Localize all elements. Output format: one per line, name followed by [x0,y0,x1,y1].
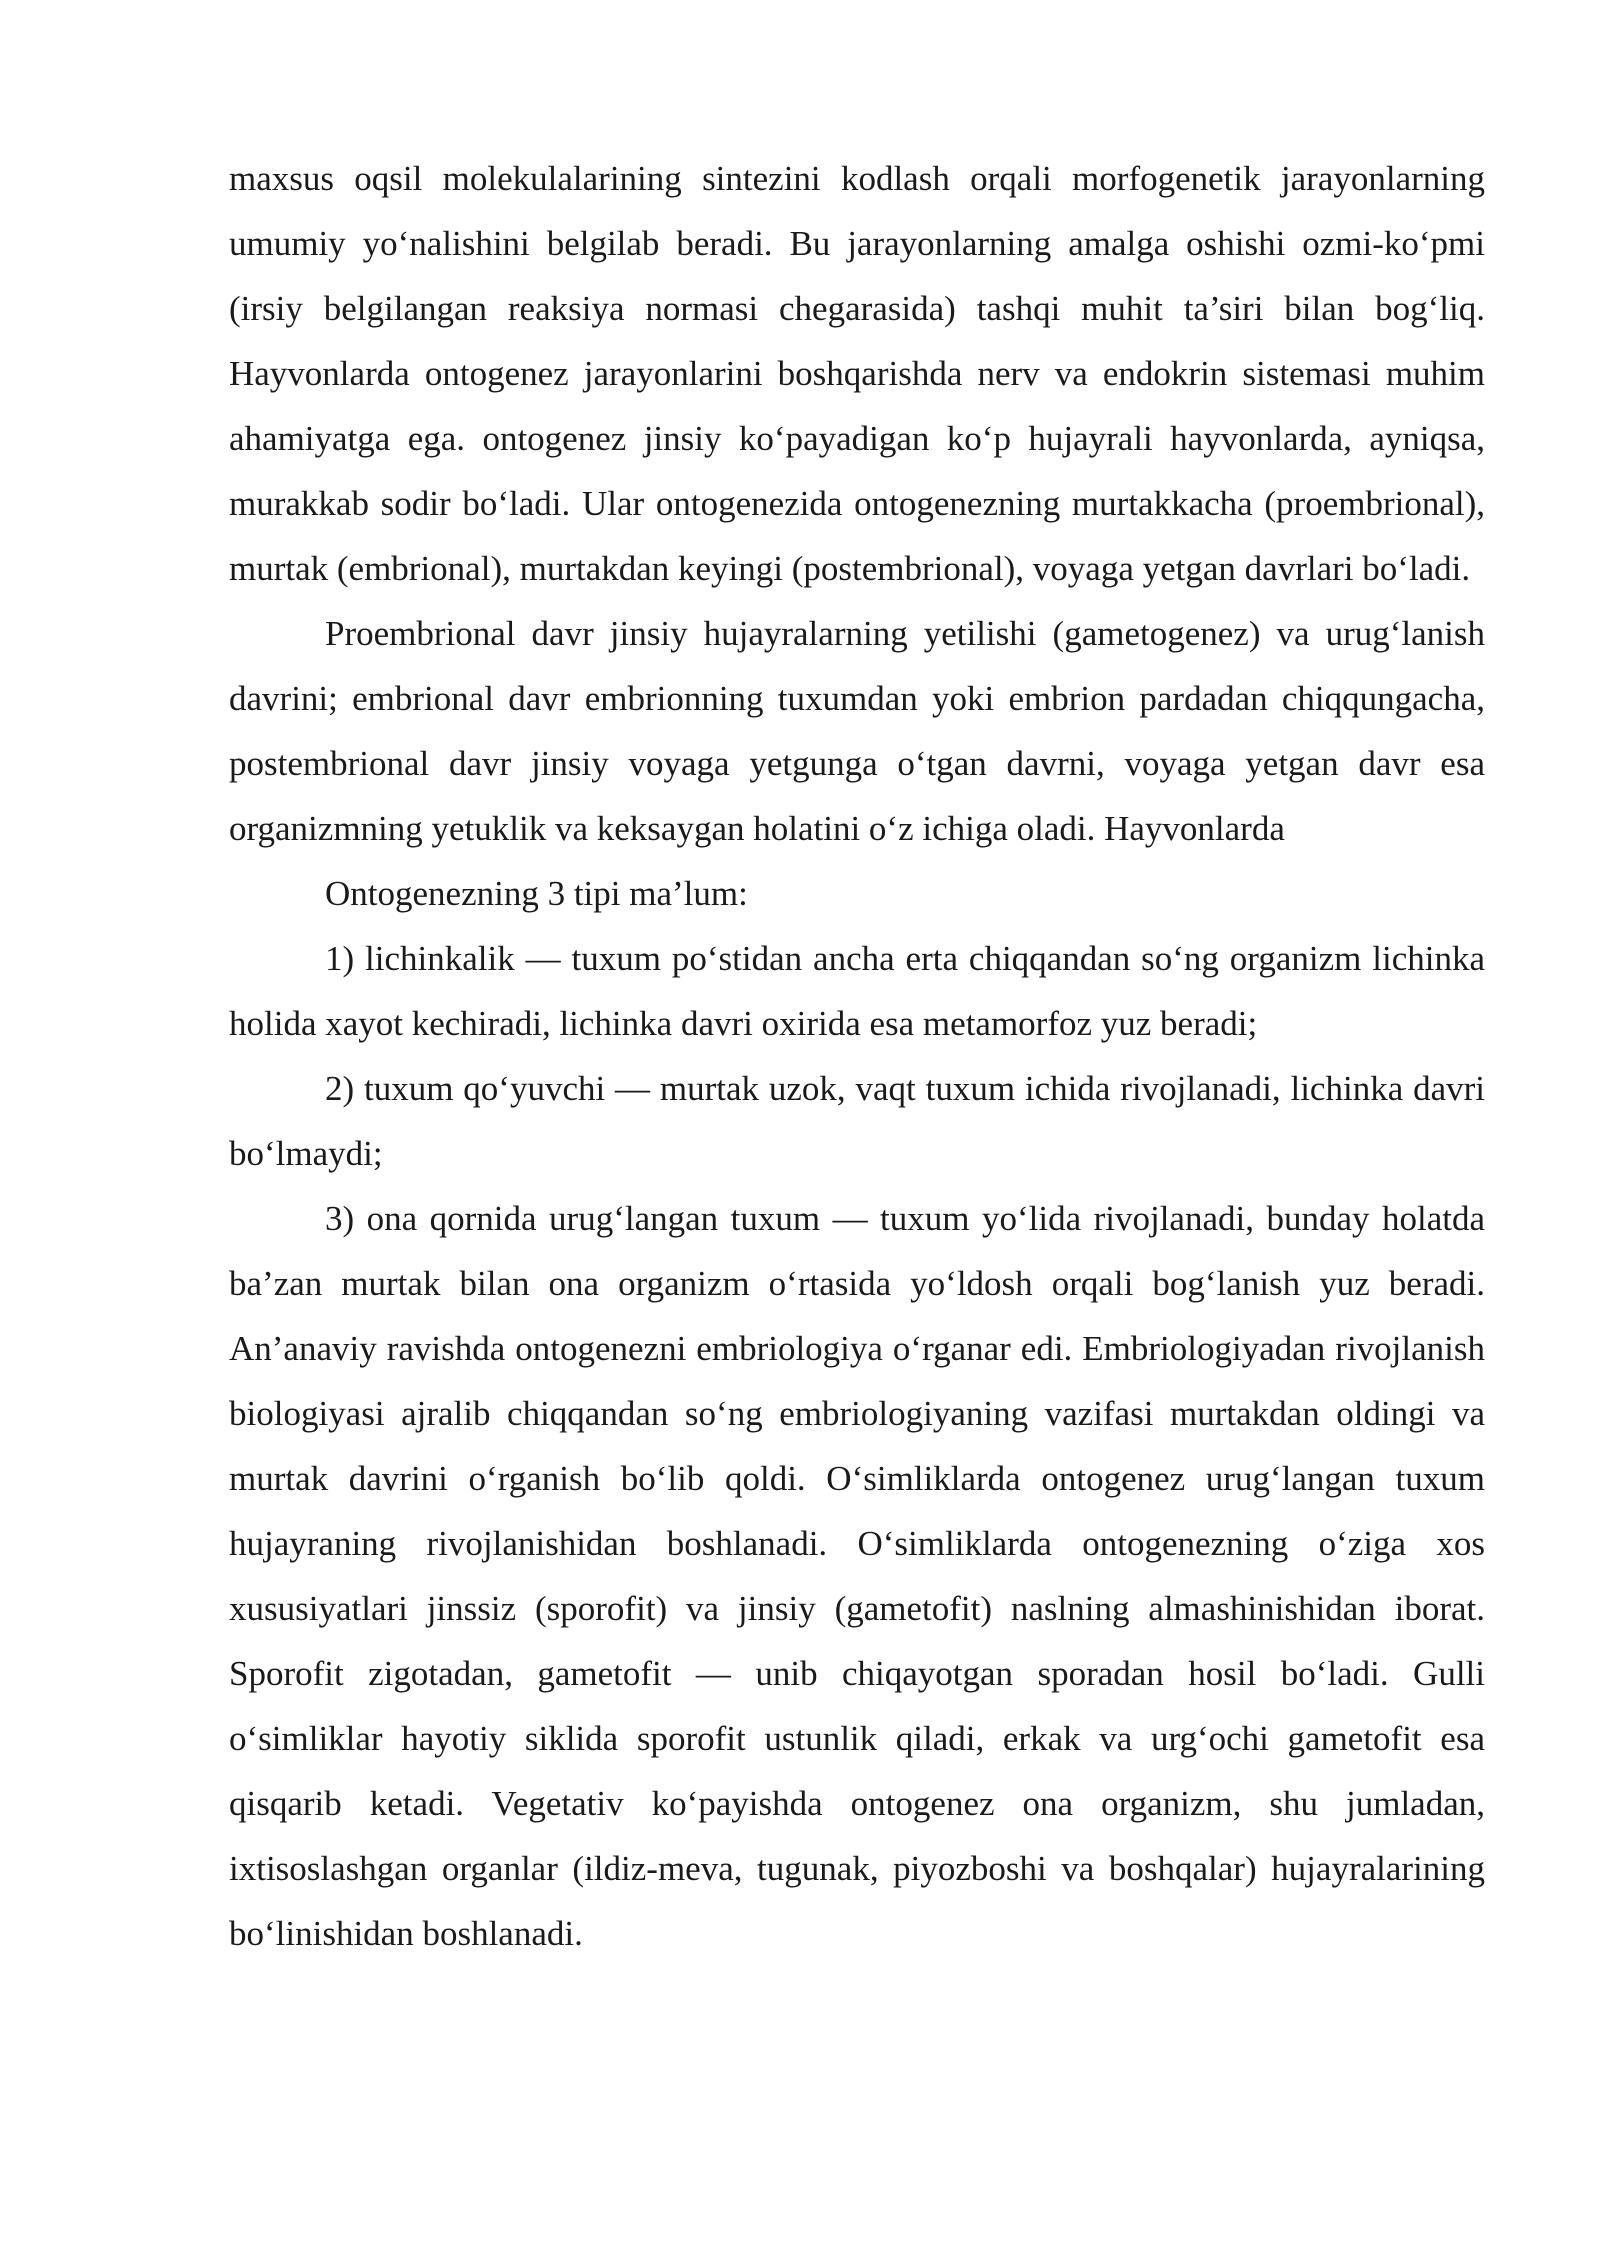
paragraph-intro: maxsus oqsil molekulalarining sintezini kodlash orqali morfogenetik jarayonlarning umumiy yo‘nalishini belgilab beradi. Bu jarayonlarning amalga oshishi ozmi-ko‘pmi (irsiy belgilangan reaksiya normasi chegarasida) tashqi muhit ta’siri bilan bog‘liq. Hayvonlarda ontogenez jarayonlarini boshqarishda nerv va endokrin sistemasi muhim ahamiyatga ega. ontogenez jinsiy ko‘payadigan ko‘p hujayrali hayvonlarda, ayniqsa, murakkab sodir bo‘ladi. Ular ontogenezida ontogenezning murtakkacha (proembrional), murtak (embrional), murtakdan keyingi (postembrional), voyaga yetgan davrlari bo‘ladi. [229,159,1485,588]
paragraph-periods: Proembrional davr jinsiy hujayralarning yetilishi (gametogenez) va urug‘lanish davrini; embrional davr embrionning tuxumdan yoki embrion pardadan chiqqungacha, postembrional davr jinsiy voyaga yetgunga o‘tgan davrni, voyaga yetgan davr esa organizmning yetuklik va keksaygan holatini o‘z ichiga oladi. Hayvonlarda [229,614,1485,848]
list-item-type-1: 1) lichinkalik — tuxum po‘stidan ancha erta chiqqandan so‘ng organizm lichinka holida xayot kechiradi, lichinka davri oxirida esa metamorfoz yuz beradi; [229,939,1485,1043]
paragraph-types-heading: Ontogenezning 3 tipi ma’lum: [325,874,748,913]
document-page [229,146,1485,1966]
list-item-type-3: 3) ona qornida urug‘langan tuxum — tuxum yo‘lida rivojlanadi, bunday holatda ba’zan murtak bilan ona organizm o‘rtasida yo‘ldosh orqali bog‘lanish yuz beradi. An’anaviy ravishda ontogenezni embriologiya o‘rganar edi. Embriologiyadan rivojlanish biologiyasi ajralib chiqqandan so‘ng embriologiyaning vazifasi murtakdan oldingi va murtak davrini o‘rganish bo‘lib qoldi. O‘simliklarda ontogenez urug‘langan tuxum hujayraning rivojlanishidan boshlanadi. O‘simliklarda ontogenezning o‘ziga xos xususiyatlari jinssiz (sporofit) va jinsiy (gametofit) naslning almashinishidan iborat. Sporofit zigotadan, gametofit — unib chiqayotgan sporadan hosil bo‘ladi. Gulli o‘simliklar hayotiy siklida sporofit ustunlik qiladi, erkak va urg‘ochi gametofit esa qisqarib ketadi. Vegetativ ko‘payishda ontogenez ona organizm, shu jumladan, ixtisoslashgan organlar (ildiz-meva, tugunak, piyozboshi va boshqalar) hujayralarining bo‘linishidan boshlanadi. [229,1199,1485,1953]
list-item-type-2: 2) tuxum qo‘yuvchi — murtak uzok, vaqt tuxum ichida rivojlanadi, lichinka davri bo‘lmaydi; [229,1069,1485,1173]
